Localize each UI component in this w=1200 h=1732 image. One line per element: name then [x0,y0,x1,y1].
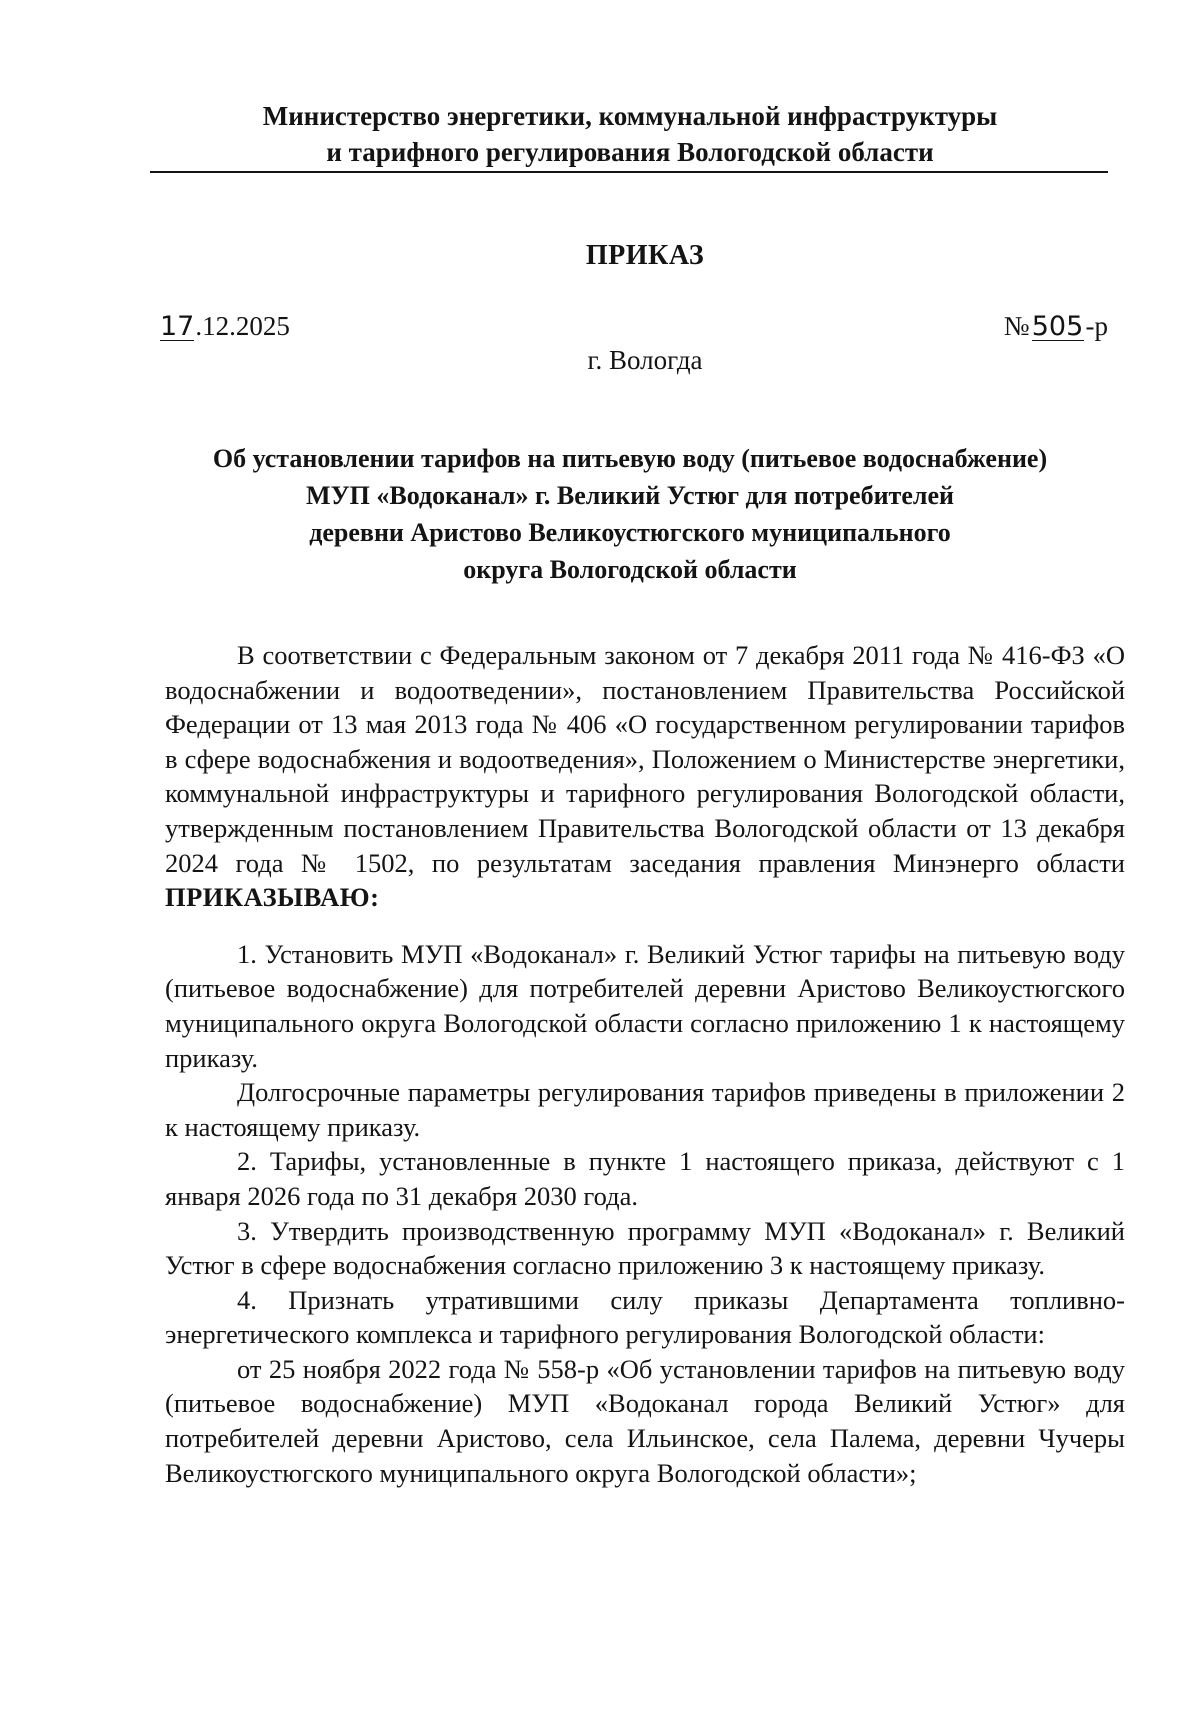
order-date [160,311,290,342]
ministry-line-2: и тарифного регулирования Вологодской области [326,137,934,167]
item-1-paragraph: 1. Установить МУП «Водоканал» г. Великий Устюг тарифы на питьевую воду (питьевое водоснабжение) для потребителей деревни Аристово Великоустюгского муниципального округа Вологодской области согласно приложению 1 к настоящему приказу. [165,938,1125,1073]
ministry-header [150,98,1110,170]
subject-line-3: деревни Аристово Великоустюгского муниципального [309,518,951,547]
item-1-long-term-params: Долгосрочные параметры регулирования тарифов приведены в приложении 2 к настоящему приказу. [165,1077,1125,1142]
handwritten-day: 17 [160,311,195,342]
order-title: ПРИКАЗ [585,240,705,271]
order-number [1004,311,1108,342]
item-4-revoked-order: от 25 ноября 2022 года № 558-р «Об установлении тарифов на питьевую воду (питьевое водоснабжение) МУП «Водоканал города Великий Устюг» для потребителей деревни Аристово, села Ильинское, села Палема, деревни Чучеры Великоустюгского муниципального округа Вологодской области»; [165,1353,1125,1488]
header-divider [150,171,1108,173]
subject-line-2: МУП «Водоканал» г. Великий Устюг для потребителей [306,481,954,510]
date-month-year: .12.2025 [195,311,290,341]
order-body [165,638,1125,1490]
number-suffix: -р [1085,311,1108,341]
order-subject [150,440,1110,588]
number-sign: № [1003,311,1030,341]
item-3-paragraph: 3. Утвердить производственную программу МУП «Водоканал» г. Великий Устюг в сфере водоснабжения согласно приложению 3 к настоящему приказу. [165,1215,1125,1281]
handwritten-number: 505 [1031,311,1084,342]
order-city: г. Вологда [587,345,703,375]
preamble-paragraph: В соответствии с Федеральным законом от 7 декабря 2011 года № 416-ФЗ «О водоснабжении и водоотведении», постановлением Правительства Российской Федерации от 13 мая 2013 года № 406 «О государственном регулировании тарифов в сфере водоснабжения и водоотведения», Положением о Министерстве энергетики, коммунальной инфраструктуры и тарифного регулирования Вологодской области, утвержденным постановлением Правительства Вологодской области от 13 декабря 2024 года № 1502, по результатам заседания правления Минэнерго области [165,640,1125,878]
ministry-line-1: Министерство энергетики, коммунальной инфраструктуры [262,101,998,131]
subject-line-4: округа Вологодской области [463,555,797,584]
item-2-paragraph: 2. Тарифы, установленные в пункте 1 настоящего приказа, действуют с 1 января 2026 года по 31 декабря 2030 года. [165,1146,1125,1211]
item-4-paragraph: 4. Признать утратившими силу приказы Департамента топливно-энергетического комплекса и тарифного регулирования Вологодской области: [165,1284,1125,1350]
decree-word: ПРИКАЗЫВАЮ: [165,882,380,913]
subject-line-1: Об установлении тарифов на питьевую воду (питьевое водоснабжение) [212,444,1048,473]
